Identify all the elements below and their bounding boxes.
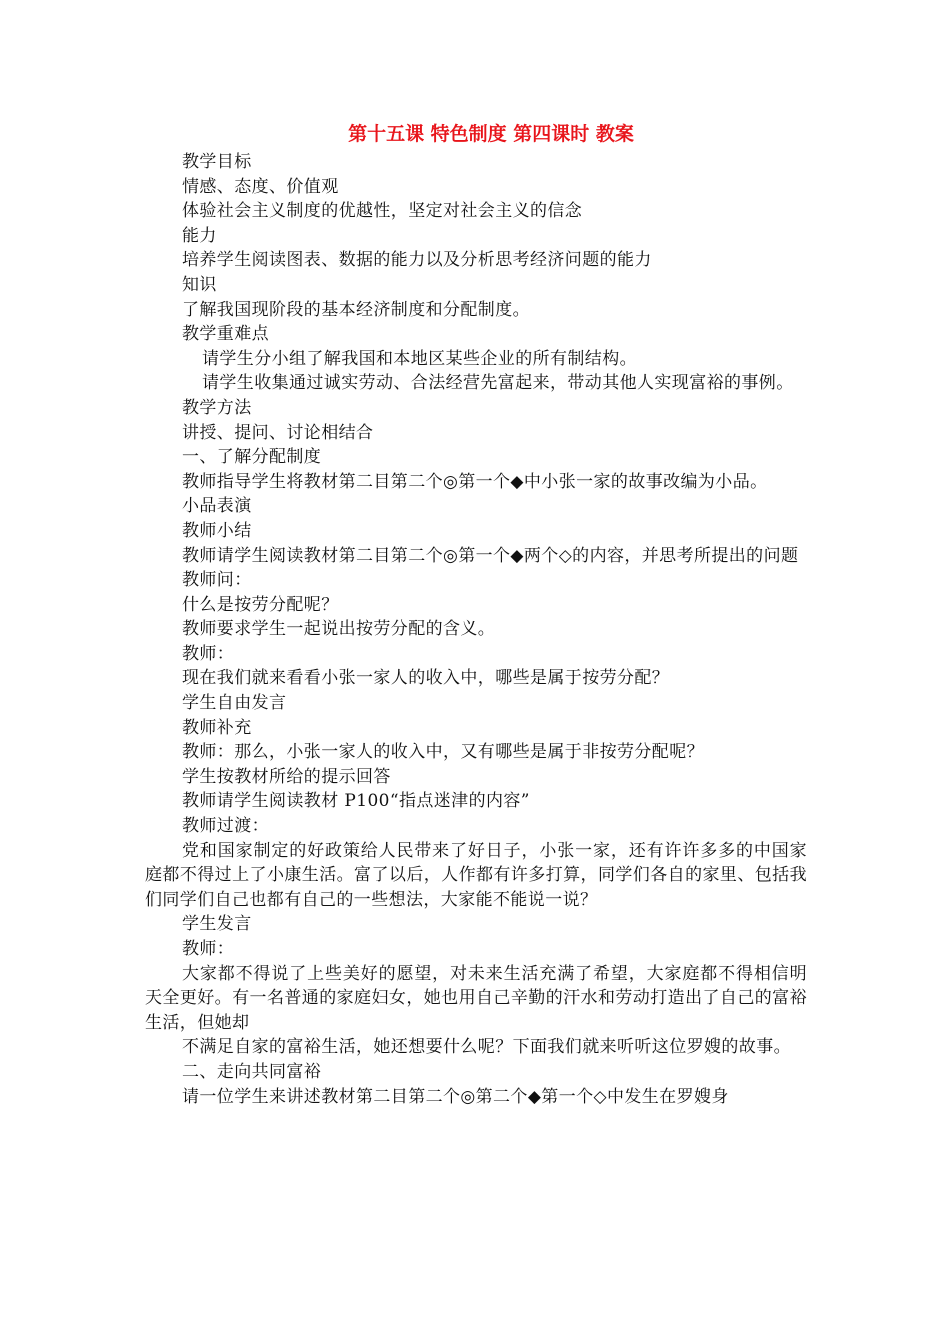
paragraph: 什么是按劳分配呢？ — [182, 594, 339, 615]
paragraph: 二、走向共同富裕 — [182, 1061, 322, 1082]
paragraph: 不满足自家的富裕生活，她还想要什么呢？下面我们就来听听这位罗嫂的故事。 — [182, 1037, 791, 1058]
paragraph: 党和国家制定的好政策给人民带来了好日子，小张一家，还有许许多多的中国家庭都不得过上了小康生活。富了以后，人作都有许多打算，同学们各自的家里、包括我们同学们自己也都有自己的一些想法，大家能不能说一说？ — [145, 840, 807, 910]
paragraph: 教师小结 — [182, 520, 252, 541]
paragraph: 现在我们就来看看小张一家人的收入中，哪些是属于按劳分配？ — [182, 668, 670, 689]
paragraph: 一、了解分配制度 — [182, 447, 322, 468]
paragraph: 教师过渡： — [182, 816, 269, 837]
paragraph: 请一位学生来讲述教材第二目第二个◎第二个◆第一个◇中发生在罗嫂身 — [182, 1086, 729, 1107]
document-title: 第十五课 特色制度 第四课时 教案 — [348, 123, 634, 145]
paragraph: 大家都不得说了上些美好的愿望，对未来生活充满了希望，大家庭都不得相信明天全更好。有一名普通的家庭妇女，她也用自己辛勤的汗水和劳动打造出了自己的富裕生活，但她却 — [145, 963, 807, 1033]
paragraph: 请学生收集通过诚实劳动、合法经营先富起来，带动其他人实现富裕的事例。 — [202, 373, 794, 394]
paragraph: 能力 — [182, 225, 217, 246]
paragraph: 学生按教材所给的提示回答 — [182, 766, 391, 787]
paragraph: 情感、态度、价值观 — [182, 176, 339, 197]
document-body — [145, 150, 807, 1109]
paragraph: 教师指导学生将教材第二目第二个◎第一个◆中小张一家的故事改编为小品。 — [182, 471, 768, 492]
paragraph: 体验社会主义制度的优越性，坚定对社会主义的信念 — [182, 201, 583, 222]
paragraph: 教师： — [182, 939, 235, 959]
paragraph: 教师问： — [182, 570, 252, 591]
paragraph: 讲授、提问、讨论相结合 — [182, 422, 374, 443]
paragraph: 培养学生阅读图表、数据的能力以及分析思考经济问题的能力 — [182, 250, 652, 271]
paragraph: 教师请学生阅读教材第二目第二个◎第一个◆两个◇的内容，并思考所提出的问题 — [182, 545, 799, 566]
paragraph: 学生发言 — [182, 914, 252, 935]
paragraph: 教师：那么，小张一家人的收入中，又有哪些是属于非按劳分配呢？ — [182, 742, 704, 763]
paragraph: 教师： — [182, 643, 235, 664]
paragraph: 教师要求学生一起说出按劳分配的含义。 — [182, 619, 496, 640]
paragraph: 了解我国现阶段的基本经济制度和分配制度。 — [182, 299, 530, 320]
document-page — [145, 120, 807, 1109]
paragraph: 学生自由发言 — [182, 693, 287, 714]
paragraph: 小品表演 — [182, 496, 252, 517]
paragraph: 教学重难点 — [182, 324, 269, 345]
paragraph: 教师请学生阅读教材 P100“指点迷津的内容” — [182, 791, 530, 812]
paragraph: 教学目标 — [182, 152, 252, 172]
paragraph: 请学生分小组了解我国和本地区某些企业的所有制结构。 — [202, 348, 637, 369]
paragraph: 教师补充 — [182, 717, 252, 738]
paragraph: 教学方法 — [182, 397, 252, 418]
paragraph: 知识 — [182, 274, 217, 295]
